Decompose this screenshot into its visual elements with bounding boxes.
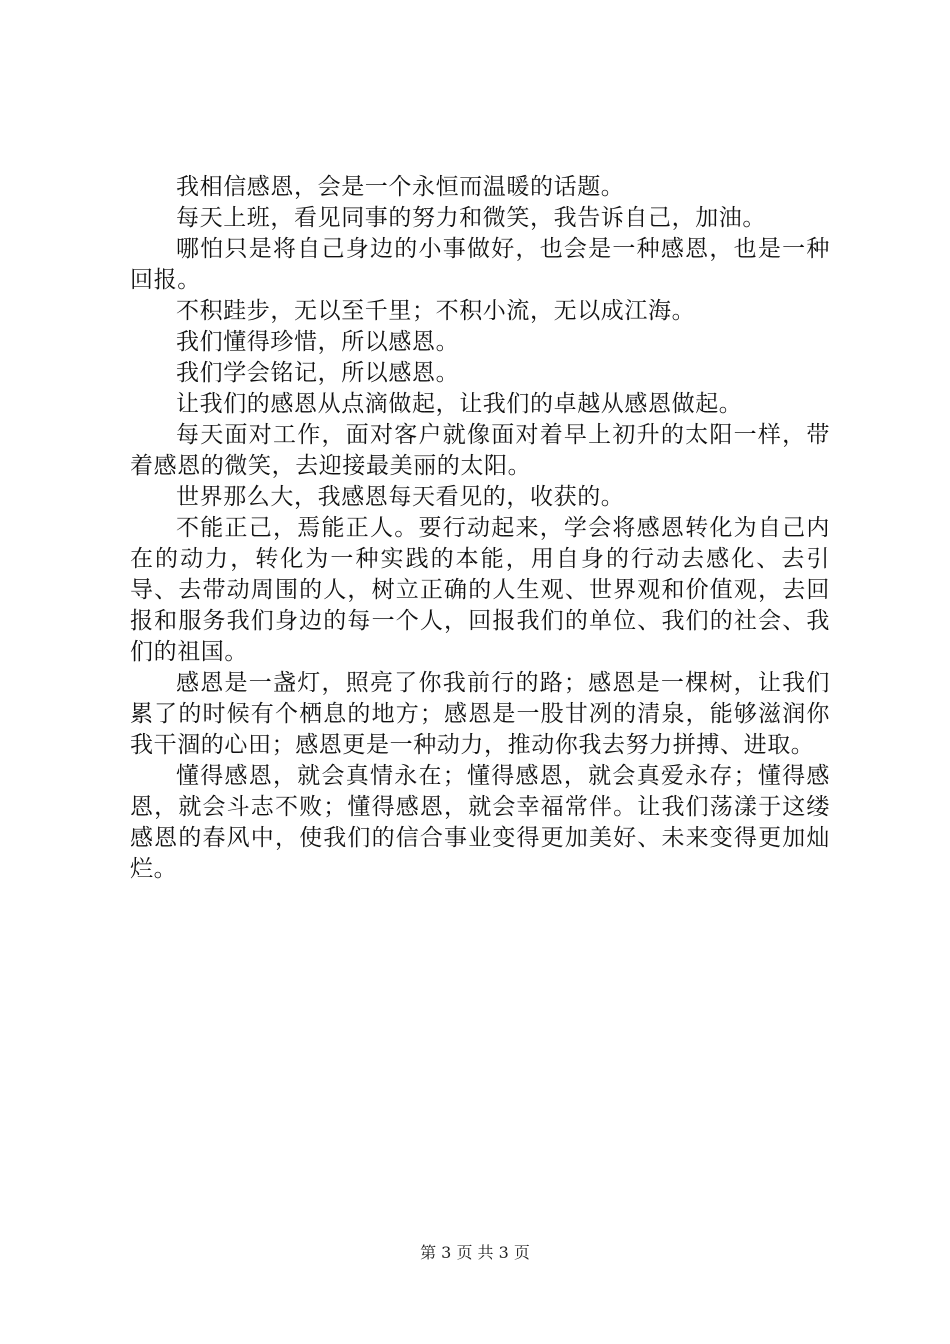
document-body (130, 172, 830, 885)
paragraph: 不积跬步，无以至千里；不积小流，无以成江海。 (176, 298, 696, 324)
paragraph: 我们懂得珍惜，所以感恩。 (176, 329, 460, 355)
paragraph: 哪怕只是将自己身边的小事做好，也会是一种感恩，也是一种回报。 (130, 236, 830, 293)
paragraph: 我们学会铭记，所以感恩。 (176, 360, 460, 386)
paragraph: 每天面对工作，面对客户就像面对着早上初升的太阳一样，带着感恩的微笑，去迎接最美丽的太阳。 (130, 422, 830, 479)
paragraph: 懂得感恩，就会真情永在；懂得感恩，就会真爱永存；懂得感恩，就会斗志不败；懂得感恩，就会幸福常伴。让我们荡漾于这缕感恩的春风中，使我们的信合事业变得更加美好、未来变得更加灿烂。 (130, 763, 830, 882)
page-number-footer: 第 3 页 共 3 页 (420, 1243, 530, 1262)
paragraph: 世界那么大，我感恩每天看见的，收获的。 (176, 484, 625, 510)
paragraph: 让我们的感恩从点滴做起，让我们的卓越从感恩做起。 (176, 391, 743, 417)
paragraph: 感恩是一盏灯，照亮了你我前行的路；感恩是一棵树，让我们累了的时候有个栖息的地方；感恩是一股甘冽的清泉，能够滋润你我干涸的心田；感恩更是一种动力，推动你我去努力拼搏、进取。 (130, 670, 830, 758)
paragraph: 我相信感恩，会是一个永恒而温暖的话题。 (176, 174, 625, 200)
paragraph: 每天上班，看见同事的努力和微笑，我告诉自己，加油。 (176, 205, 766, 231)
paragraph: 不能正己，焉能正人。要行动起来，学会将感恩转化为自己内在的动力，转化为一种实践的本能，用自身的行动去感化、去引导、去带动周围的人，树立正确的人生观、世界观和价值观，去回报和服务我们身边的每一个人，回报我们的单位、我们的社会、我们的祖国。 (130, 515, 830, 665)
